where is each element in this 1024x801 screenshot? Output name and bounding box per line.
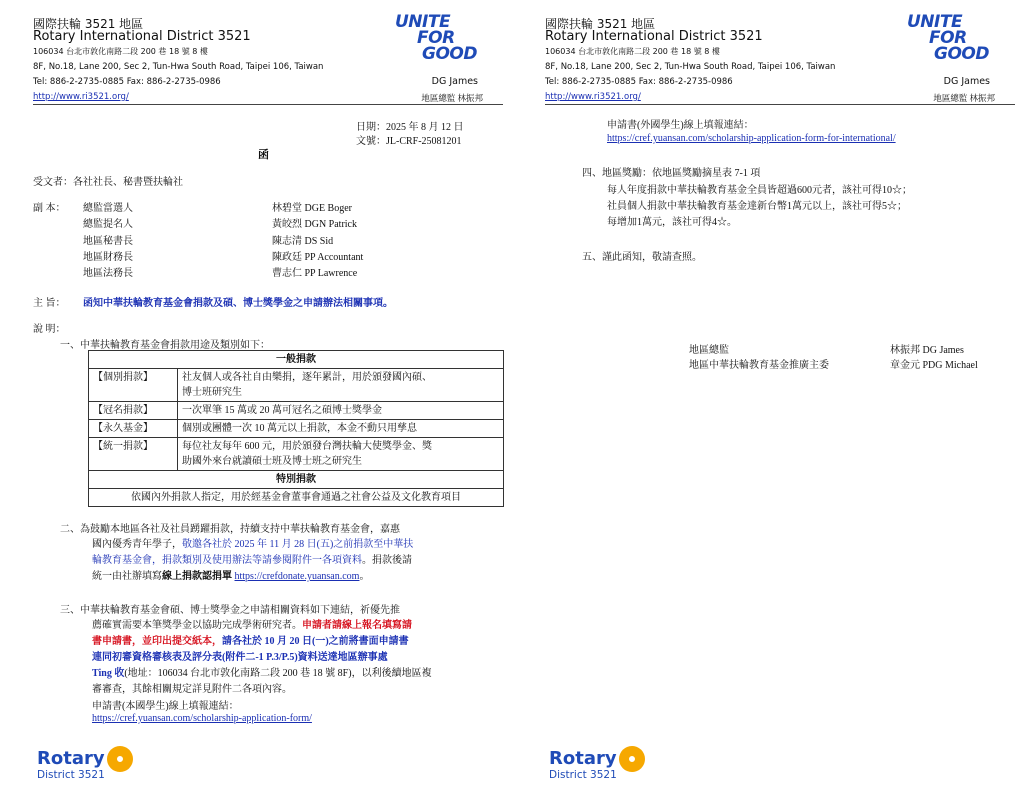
signatory-name: 章金元 PDG Michael — [890, 360, 978, 371]
rotary-district: District 3521 — [37, 769, 105, 781]
text-run: 申請者請線上報名填寫請 — [302, 620, 412, 631]
cc-label: 副 本： — [33, 203, 66, 214]
table-row — [89, 420, 504, 438]
signatory-title: 地區總監 — [689, 345, 729, 356]
text-run: 。 — [359, 571, 370, 582]
domestic-application-link[interactable]: https://cref.yuansan.com/scholarship-application-form/ — [92, 713, 312, 724]
address-en: 8F, No.18, Lane 200, Sec 2, Tun-Hwa South Road, Taipei 106, Taiwan — [33, 62, 324, 72]
item-5: 五、謹此函知，敬請查照。 — [582, 252, 702, 263]
cc-name: 陳志清 DS Sid — [272, 236, 334, 247]
table-row — [89, 369, 504, 402]
cc-role: 地區秘書長 — [83, 236, 133, 247]
cc-name: 黃皎烈 DGN Patrick — [272, 219, 357, 230]
item-4-line-2: 社員個人捐款中華扶輪教育基金達新台幣1萬元以上，該社可得5☆； — [607, 201, 907, 212]
dg-name: DG James — [943, 76, 990, 87]
special-donation-desc: 依國內外捐款人指定，用於經基金會董事會通過之社會公益及文化教育項目 — [89, 489, 504, 507]
address-en: 8F, No.18, Lane 200, Sec 2, Tun-Hwa South Road, Taipei 106, Taiwan — [545, 62, 836, 72]
special-donation-header: 特別捐款 — [89, 471, 504, 489]
letter-date: 日期：2025 年 8 月 12 日 — [356, 122, 464, 133]
unite-for-good-logo — [907, 14, 1017, 62]
donation-desc — [178, 369, 504, 402]
signatory-title: 地區中華扶輪教育基金推廣主委 — [689, 360, 829, 371]
item-4-title: 四、地區獎勵：依地區獎勵摘星表 7-1 項 — [582, 168, 761, 179]
item-3-line-6: 審審查，其餘相關規定詳見附件二各項內容。 — [92, 684, 292, 695]
logo-word-2: FOR — [417, 28, 455, 48]
donation-type: 【統一捐款】 — [89, 438, 178, 471]
text-run: 薦確實需要本筆獎學金以協助完成學術研究者。 — [92, 620, 302, 631]
general-donation-header: 一般捐款 — [89, 351, 504, 369]
desc-line: 助國外來台就讀碩士班及博士班之研究生 — [182, 456, 362, 467]
table-row — [89, 438, 504, 471]
rotary-district: District 3521 — [549, 769, 617, 781]
item-2-line-4 — [92, 567, 369, 582]
subject-text: 函知中華扶輪教育基金會捐款及碩、博士獎學金之申請辦法相關事項。 — [83, 298, 393, 309]
contact-info: Tel: 886-2-2735-0885 Fax: 886-2-2735-0986 — [545, 77, 733, 87]
donation-desc: 一次單筆 15 萬或 20 萬可冠名之碩博士獎學金 — [178, 402, 504, 420]
donation-desc: 個別或團體一次 10 萬元以上捐款，本金不動只用孳息 — [178, 420, 504, 438]
governor-title: 地區總監 林振邦 — [933, 93, 995, 103]
desc-line: 每位社友每年 600 元，用於頒發台灣扶輪大使獎學金、獎 — [182, 441, 432, 452]
item-4-line-1: 每人年度捐款中華扶輪教育基金全員皆超過600元者，該社可得10☆； — [607, 185, 912, 196]
org-name-zh: 國際扶輪 3521 地區 — [33, 17, 144, 31]
rotary-wheel-icon — [107, 746, 133, 772]
rotary-brand: Rotary — [37, 748, 105, 769]
desc-line: 博士班研究生 — [182, 387, 242, 398]
item-2-line-2 — [92, 535, 413, 550]
cc-role: 地區財務長 — [83, 252, 133, 263]
letter-ref-no: 文號：JL-CRF-25081201 — [356, 136, 462, 147]
letterhead — [33, 12, 503, 104]
contact-info: Tel: 886-2-2735-0885 Fax: 886-2-2735-0986 — [33, 77, 221, 87]
desc-line: 社友個人或各社自由樂捐，逐年累計，用於頒發國內碩、 — [182, 372, 432, 383]
donation-desc — [178, 438, 504, 471]
intl-application-label: 申請書(外國學生)線上填報連結： — [607, 120, 754, 131]
text-run: 線上捐款認捐單 — [162, 571, 232, 582]
item-4-line-3: 每增加1萬元，該社可得4☆。 — [607, 217, 737, 228]
table-row — [89, 402, 504, 420]
text-run: 輪教育基金會，捐款類別及使用辦法等請參閱附件一各項資料 — [92, 555, 362, 566]
website-link[interactable]: http://www.ri3521.org/ — [33, 92, 129, 102]
address-zh: 106034 台北市敦化南路二段 200 巷 18 號 8 樓 — [33, 47, 208, 56]
item-3-line-5 — [92, 664, 432, 679]
logo-word-3: GOOD — [934, 44, 989, 64]
letterhead — [545, 12, 1015, 104]
governor-title: 地區總監 林振邦 — [421, 93, 483, 103]
text-run: 書申請書，並印出提交紙本， — [92, 636, 222, 647]
explain-label: 說 明： — [33, 324, 66, 335]
text-run: 敬邀各社於 2025 年 11 月 28 日(五)之前捐款至中華扶 — [182, 539, 414, 550]
address-zh: 106034 台北市敦化南路二段 200 巷 18 號 8 樓 — [545, 47, 720, 56]
header-divider — [545, 104, 1015, 105]
logo-word-1: UNITE — [907, 12, 963, 32]
signatory-name: 林振邦 DG James — [890, 345, 964, 356]
doc-type: 函 — [258, 149, 269, 161]
cc-role: 總監當選人 — [83, 203, 133, 214]
letter-page-2 — [512, 0, 1024, 801]
donation-types-table — [88, 350, 504, 507]
donate-link[interactable]: https://crefdonate.yuansan.com — [234, 571, 360, 582]
org-name-en: Rotary International District 3521 — [33, 29, 251, 44]
text-run: Ting 收 — [92, 668, 125, 679]
intl-application-link[interactable]: https://cref.yuansan.com/scholarship-application-form-for-international/ — [607, 133, 896, 144]
cc-name: 林碧堂 DGE Boger — [272, 203, 352, 214]
donation-type: 【冠名捐款】 — [89, 402, 178, 420]
cc-name: 陳政廷 PP Accountant — [272, 252, 364, 263]
rotary-wheel-icon — [619, 746, 645, 772]
text-run: (地址：106034 台北市敦化南路二段 200 巷 18 號 8F)，以利後續地區複 — [124, 668, 432, 679]
item-3-line-7: 申請書(本國學生)線上填報連結： — [92, 701, 239, 712]
cc-name: 曹志仁 PP Lawrence — [272, 268, 358, 279]
cc-role: 地區法務長 — [83, 268, 133, 279]
item-2-line-1: 二、為鼓勵本地區各社及社員踴躍捐款，持續支持中華扶輪教育基金會，嘉惠 — [60, 524, 400, 535]
item-1: 一、中華扶輪教育基金會捐款用途及類別如下： — [60, 340, 270, 351]
logo-word-2: FOR — [929, 28, 967, 48]
item-3-line-2 — [92, 616, 412, 631]
website-link[interactable]: http://www.ri3521.org/ — [545, 92, 641, 102]
text-run: 統一由社辦填寫 — [92, 571, 162, 582]
item-2-line-3 — [92, 551, 412, 566]
item-3-line-1: 三、中華扶輪教育基金會碩、博士獎學金之申請相關資料如下連結，祈優先推 — [60, 605, 400, 616]
rotary-footer-logo — [549, 748, 617, 781]
rotary-brand: Rotary — [549, 748, 617, 769]
item-3-line-3 — [92, 632, 409, 647]
donation-type: 【永久基金】 — [89, 420, 178, 438]
cc-role: 總監提名人 — [83, 219, 133, 230]
header-divider — [33, 104, 503, 105]
text-run: 。捐款後請 — [362, 555, 412, 566]
dg-name: DG James — [431, 76, 478, 87]
subject-label: 主 旨： — [33, 298, 66, 309]
logo-word-3: GOOD — [422, 44, 477, 64]
item-3-line-4: 連同初審資格審核表及評分表(附件二-1 P.3/P.5)資料送達地區辦事處 — [92, 652, 388, 663]
rotary-footer-logo — [37, 748, 105, 781]
logo-word-1: UNITE — [395, 12, 451, 32]
org-name-zh: 國際扶輪 3521 地區 — [545, 17, 656, 31]
text-run: 請各社於 10 月 20 日(一)之前將書面申請書 — [222, 636, 409, 647]
recipient: 受文者：各社社長、秘書暨扶輪社 — [33, 177, 183, 188]
org-name-en: Rotary International District 3521 — [545, 29, 763, 44]
unite-for-good-logo — [395, 14, 505, 62]
donation-type: 【個別捐款】 — [89, 369, 178, 402]
text-run: 國內優秀青年學子， — [92, 539, 182, 550]
